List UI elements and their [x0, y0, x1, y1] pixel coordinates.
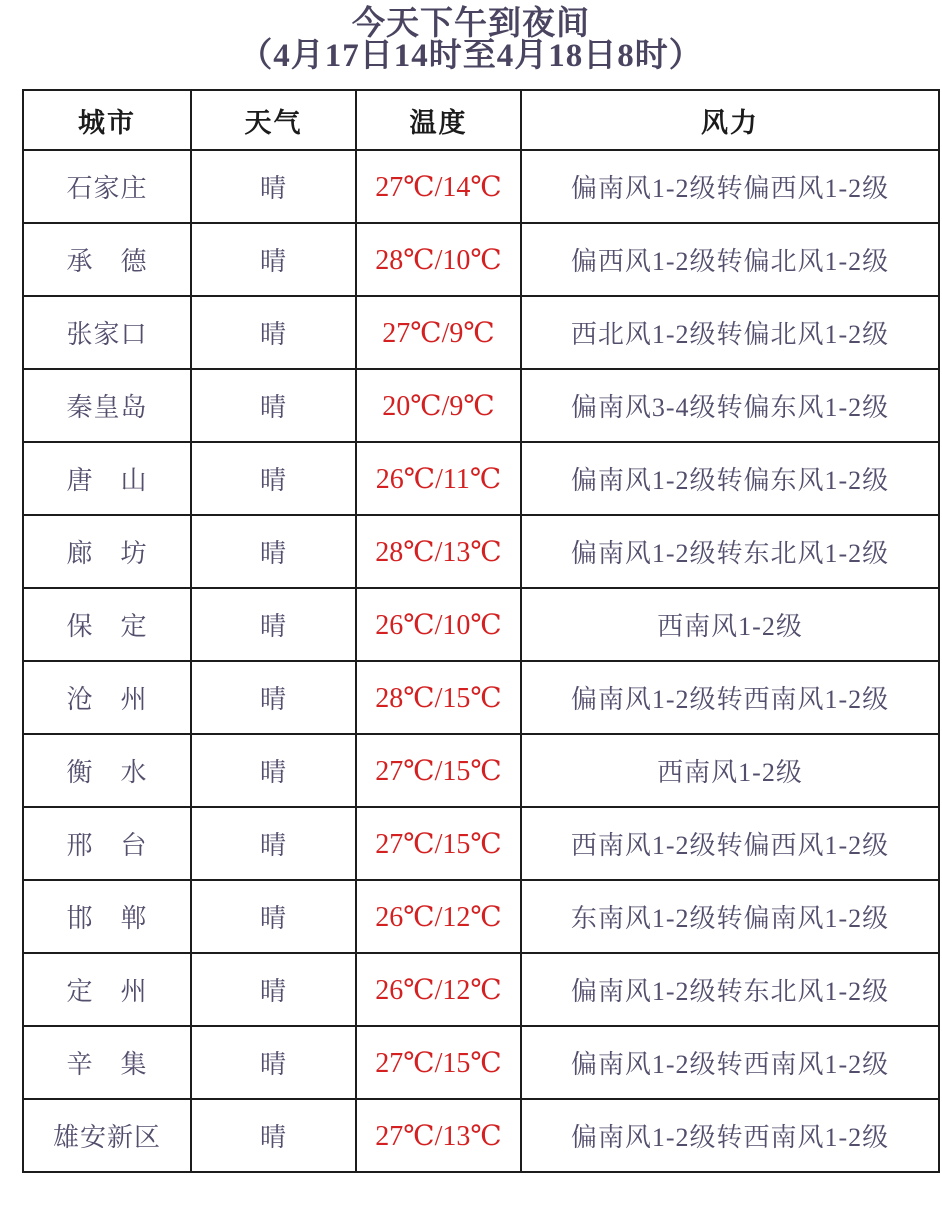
wind-cell: 偏南风1-2级转西南风1-2级 [521, 661, 939, 734]
weather-cell: 晴 [191, 1099, 356, 1172]
city-cell: 沧 州 [23, 661, 191, 734]
title-line-timerange: （4月17日14时至4月18日8时） [239, 38, 703, 74]
city-cell: 邢 台 [23, 807, 191, 880]
header-wind: 风力 [521, 90, 939, 150]
header-city: 城市 [23, 90, 191, 150]
city-cell: 雄安新区 [23, 1099, 191, 1172]
forecast-table [22, 89, 940, 1173]
wind-cell: 西南风1-2级转偏西风1-2级 [521, 807, 939, 880]
city-cell: 石家庄 [23, 150, 191, 223]
wind-cell: 偏南风1-2级转西南风1-2级 [521, 1026, 939, 1099]
table-row [23, 442, 939, 515]
weather-cell: 晴 [191, 953, 356, 1026]
city-cell: 定 州 [23, 953, 191, 1026]
weather-cell: 晴 [191, 442, 356, 515]
table-row [23, 661, 939, 734]
wind-cell: 西北风1-2级转偏北风1-2级 [521, 296, 939, 369]
title-line-period: 今天下午到夜间 [352, 6, 590, 42]
table-row [23, 223, 939, 296]
city-cell: 张家口 [23, 296, 191, 369]
temperature-cell: 26℃/10℃ [356, 588, 521, 661]
table-row [23, 1026, 939, 1099]
temperature-cell: 27℃/15℃ [356, 807, 521, 880]
weather-cell: 晴 [191, 661, 356, 734]
wind-cell: 偏南风3-4级转偏东风1-2级 [521, 369, 939, 442]
temperature-cell: 26℃/12℃ [356, 953, 521, 1026]
table-row [23, 734, 939, 807]
table-row [23, 953, 939, 1026]
weather-cell: 晴 [191, 150, 356, 223]
city-cell: 辛 集 [23, 1026, 191, 1099]
weather-cell: 晴 [191, 588, 356, 661]
temperature-cell: 26℃/12℃ [356, 880, 521, 953]
city-cell: 保 定 [23, 588, 191, 661]
table-row [23, 588, 939, 661]
weather-cell: 晴 [191, 807, 356, 880]
table-row [23, 880, 939, 953]
weather-cell: 晴 [191, 515, 356, 588]
table-row [23, 807, 939, 880]
temperature-cell: 27℃/13℃ [356, 1099, 521, 1172]
weather-cell: 晴 [191, 1026, 356, 1099]
wind-cell: 偏南风1-2级转偏东风1-2级 [521, 442, 939, 515]
wind-cell: 西南风1-2级 [521, 734, 939, 807]
temperature-cell: 28℃/15℃ [356, 661, 521, 734]
temperature-cell: 28℃/13℃ [356, 515, 521, 588]
wind-cell: 西南风1-2级 [521, 588, 939, 661]
temperature-cell: 27℃/14℃ [356, 150, 521, 223]
city-cell: 承 德 [23, 223, 191, 296]
temperature-cell: 27℃/9℃ [356, 296, 521, 369]
city-cell: 衡 水 [23, 734, 191, 807]
wind-cell: 偏南风1-2级转东北风1-2级 [521, 515, 939, 588]
header-temperature: 温度 [356, 90, 521, 150]
temperature-cell: 20℃/9℃ [356, 369, 521, 442]
wind-cell: 东南风1-2级转偏南风1-2级 [521, 880, 939, 953]
header-row [23, 90, 939, 150]
wind-cell: 偏南风1-2级转偏西风1-2级 [521, 150, 939, 223]
weather-cell: 晴 [191, 223, 356, 296]
table-row [23, 150, 939, 223]
wind-cell: 偏西风1-2级转偏北风1-2级 [521, 223, 939, 296]
wind-cell: 偏南风1-2级转西南风1-2级 [521, 1099, 939, 1172]
weather-cell: 晴 [191, 734, 356, 807]
city-cell: 廊 坊 [23, 515, 191, 588]
page-title [0, 0, 942, 72]
temperature-cell: 26℃/11℃ [356, 442, 521, 515]
table-row [23, 369, 939, 442]
table-row [23, 515, 939, 588]
weather-cell: 晴 [191, 296, 356, 369]
weather-cell: 晴 [191, 880, 356, 953]
temperature-cell: 27℃/15℃ [356, 1026, 521, 1099]
temperature-cell: 27℃/15℃ [356, 734, 521, 807]
header-weather: 天气 [191, 90, 356, 150]
table-body [23, 150, 939, 1172]
table-row [23, 296, 939, 369]
city-cell: 邯 郸 [23, 880, 191, 953]
weather-cell: 晴 [191, 369, 356, 442]
table-row [23, 1099, 939, 1172]
city-cell: 唐 山 [23, 442, 191, 515]
temperature-cell: 28℃/10℃ [356, 223, 521, 296]
wind-cell: 偏南风1-2级转东北风1-2级 [521, 953, 939, 1026]
city-cell: 秦皇岛 [23, 369, 191, 442]
